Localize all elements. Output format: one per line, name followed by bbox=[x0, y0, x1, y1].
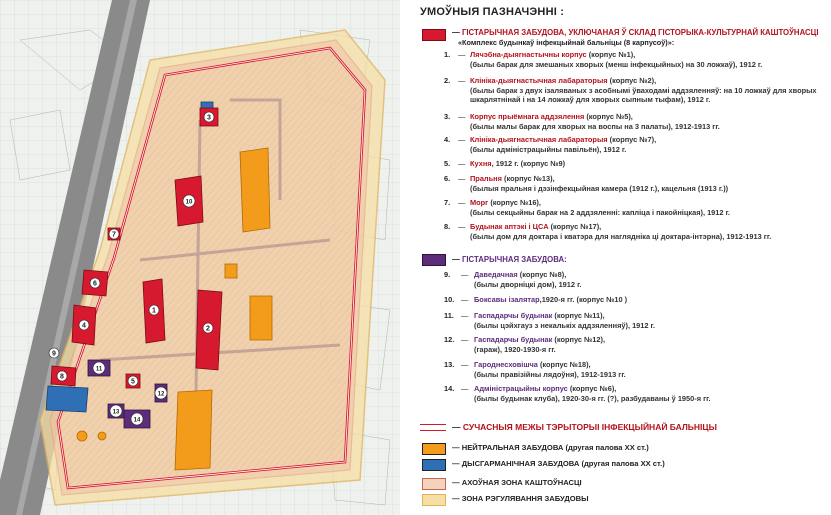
svg-text:13: 13 bbox=[112, 409, 120, 416]
svg-text:2: 2 bbox=[206, 325, 210, 333]
map-marker-11 bbox=[93, 362, 105, 374]
svg-text:10: 10 bbox=[185, 199, 193, 206]
protection-zone-swatch bbox=[422, 478, 446, 490]
svg-text:11: 11 bbox=[95, 366, 103, 373]
neutral-building bbox=[98, 432, 106, 440]
neutral-building bbox=[225, 264, 237, 278]
site-plan-map bbox=[0, 0, 400, 515]
neutral-label: — НЕЙТРАЛЬНАЯ ЗАБУДОВА (другая палова ХХ ст.) bbox=[452, 443, 649, 452]
historic-group-label: — ГІСТАРЫЧНАЯ ЗАБУДОВА, УКЛЮЧАНАЯ Ў СКЛАД ГІСТОРЫКА-КУЛЬТУРНАЙ КАШТОЎНАСЦІ bbox=[452, 28, 819, 37]
neutral-building bbox=[240, 148, 270, 232]
svg-text:12: 12 bbox=[157, 391, 165, 398]
other-historic-label: — ГІСТАРЫЧНАЯ ЗАБУДОВА: bbox=[452, 255, 567, 264]
neutral-building bbox=[250, 296, 272, 340]
disharmonic-building bbox=[46, 386, 88, 412]
disharmonic-swatch bbox=[422, 459, 446, 471]
map-marker-2 bbox=[203, 323, 213, 333]
historic-group-sublabel: «Комплекс будынкаў інфекцыйнай бальніцы (8 карпусоў)»: bbox=[458, 38, 675, 47]
map-marker-13 bbox=[110, 405, 122, 417]
svg-text:8: 8 bbox=[60, 373, 64, 381]
map-marker-1 bbox=[149, 305, 159, 315]
map-marker-3 bbox=[204, 112, 214, 122]
legend-title: УМОЎНЫЯ ПАЗНАЧЭННІ : bbox=[420, 6, 565, 18]
map-marker-6 bbox=[90, 278, 100, 288]
neutral-swatch bbox=[422, 443, 446, 455]
svg-text:1: 1 bbox=[152, 307, 156, 315]
map-marker-4 bbox=[79, 320, 89, 330]
boundary-label: — СУЧАСНЫЯ МЕЖЫ ТЭРЫТОРЫІ ІНФЕКЦЫЙНАЙ БАЛЬНІЦЫ bbox=[452, 422, 717, 432]
regulation-zone-swatch bbox=[422, 494, 446, 506]
map-marker-10 bbox=[183, 195, 195, 207]
svg-text:9: 9 bbox=[52, 350, 56, 358]
historic-swatch bbox=[422, 29, 446, 41]
map-marker-8 bbox=[57, 371, 67, 381]
neutral-building bbox=[175, 390, 212, 470]
map-marker-12 bbox=[155, 387, 167, 399]
map-marker-14 bbox=[131, 413, 143, 425]
svg-text:14: 14 bbox=[133, 417, 141, 424]
map-marker-7 bbox=[109, 229, 119, 239]
disharmonic-label: — ДЫСГАРМАНІЧНАЯ ЗАБУДОВА (другая палова ХХ ст.) bbox=[452, 459, 665, 468]
svg-text:3: 3 bbox=[207, 114, 211, 122]
boundary-swatch bbox=[420, 424, 446, 431]
neutral-building bbox=[77, 431, 87, 441]
map-marker-5 bbox=[128, 376, 138, 386]
regulation-zone-label: — ЗОНА РЭГУЛЯВАННЯ ЗАБУДОВЫ bbox=[452, 494, 589, 503]
other-historic-swatch bbox=[422, 254, 446, 266]
svg-text:6: 6 bbox=[93, 280, 97, 288]
svg-text:5: 5 bbox=[131, 378, 135, 386]
map-marker-9 bbox=[49, 348, 59, 358]
svg-text:4: 4 bbox=[82, 322, 86, 330]
svg-text:7: 7 bbox=[112, 231, 116, 239]
protection-zone-label: — АХОЎНАЯ ЗОНА КАШТОЎНАСЦІ bbox=[452, 478, 582, 487]
